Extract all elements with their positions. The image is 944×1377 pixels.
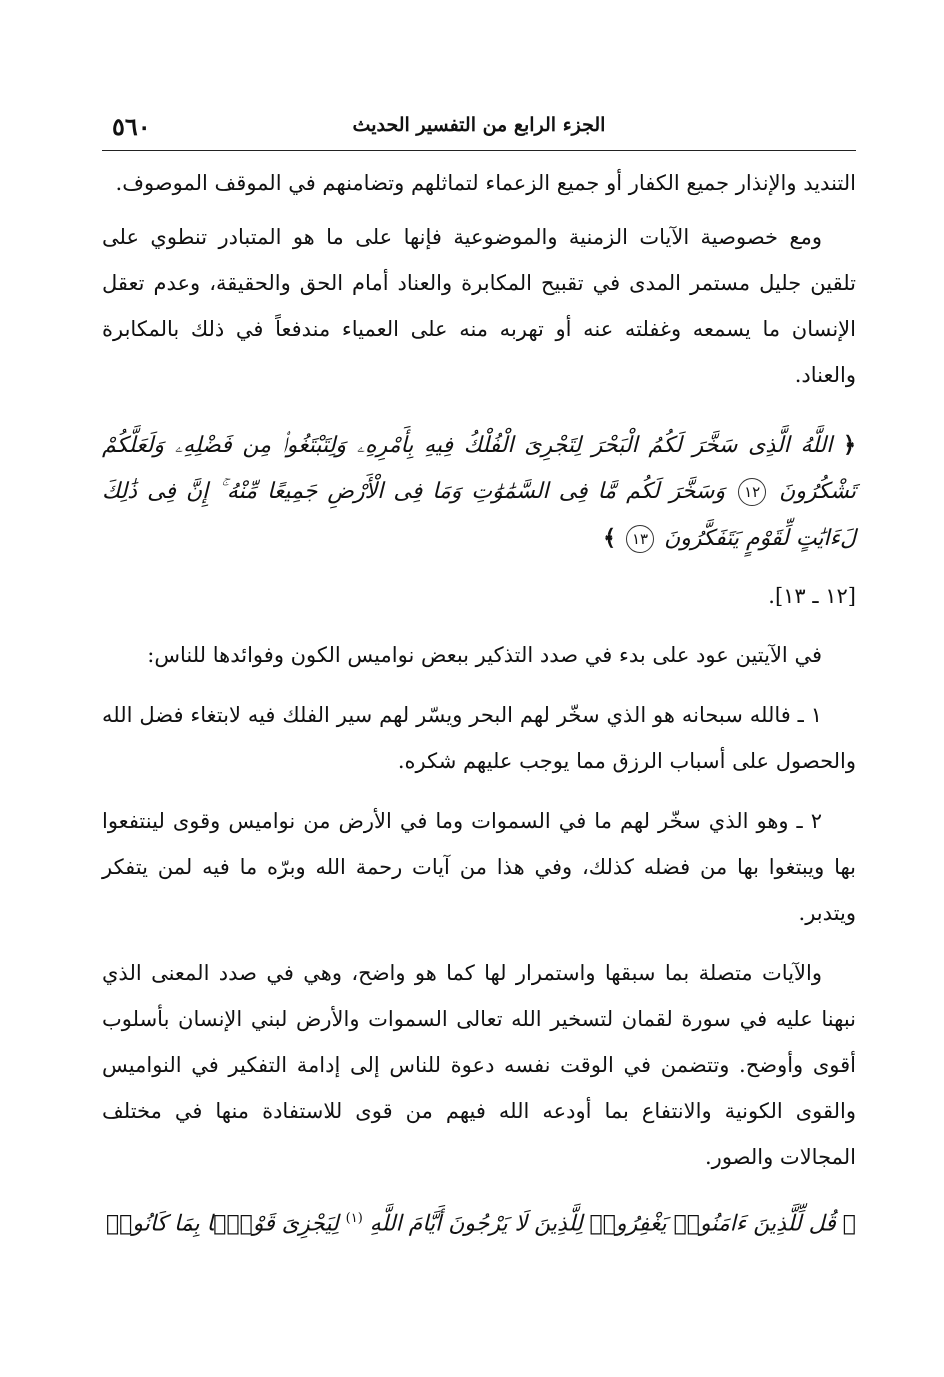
running-title: الجزء الرابع من التفسير الحديث xyxy=(352,114,606,136)
list-item: ٢ ـ وهو الذي سخّر لهم ما في السموات وما في الأرض من نواميس وقوى لينتفعوا بها ويبتغوا بها من فضله كذلك، وفي هذا من آيات رحمة الله وبرّه ما فيه لمن يتفكر ويتدبر. xyxy=(102,809,856,925)
paragraph-continued: التنديد والإنذار جميع الكفار أو جميع الزعماء لتماثلهم وتضامنهم في الموقف الموصوف. xyxy=(115,171,856,195)
verse-open-bracket: ﴿ xyxy=(843,432,856,458)
verse-text: اللَّهُ الَّذِى سَخَّرَ لَكُمُ الْبَحْرَ لِتَجْرِىَ الْفُلْكُ فِيهِ بِأَمْرِهِۦ وَلِتَبْتَغُوا۟ مِن فَضْلِهِۦ وَلَعَلَّكُمْ تَشْكُرُونَ xyxy=(102,433,856,504)
verse-text: وَسَخَّرَ لَكُم مَّا فِى السَّمَٰوَٰتِ وَمَا فِى الْأَرْضِ جَمِيعًا مِّنْهُ ۚ إِنَّ فِى ذَٰلِكَ لَءَايَٰتٍ لِّقَوْمٍ يَتَفَكَّرُونَ xyxy=(102,479,856,551)
paragraph: والآيات متصلة بما سبقها واستمرار لها كما هو واضح، وهي في صدد المعنى الذي نبهنا عليه في سورة لقمان لتسخير الله تعالى السموات والأرض لبني الإنسان بأسلوب أقوى وأوضح. وتتضمن في الوقت نفسه دعوة للناس إلى إدامة التفكير في النواميس والقوى الكونية والانتفاع بما أودعه الله فيهم من قوى للاستفادة منها في مختلف المجالات والصور. xyxy=(102,961,856,1169)
ayah-number-marker: ١٢ xyxy=(738,478,766,506)
verse-text: قُل لِّلَّذِينَ ءَامَنُوا۟ يَغْفِرُوا۟ لِلَّذِينَ لَا يَرْجُونَ أَيَّامَ اللَّهِ xyxy=(369,1211,836,1237)
paragraph: في الآيتين عود على بدء في صدد التذكير ببعض نواميس الكون وفوائدها للناس: xyxy=(147,643,822,667)
verse-open-bracket: ﴿ xyxy=(842,1211,856,1237)
ayah-number-marker: ١٣ xyxy=(626,525,654,553)
footnote-marker: (١) xyxy=(345,1211,363,1226)
page-header xyxy=(102,110,856,151)
page-number: ٥٦٠ xyxy=(112,112,151,141)
paragraph: ومع خصوصية الآيات الزمنية والموضوعية فإنها على ما هو المتبادر تنطوي على تلقين جليل مستمر المدى في تقبيح المكابرة والعناد أمام الحق والحقيقة، وعدم تعقل الإنسان ما يسمعه وغفلته عنه أو تهربه منه على العمياء مندفعاً في ذلك بالمكابرة والعناد. xyxy=(102,225,856,387)
list-item: ١ ـ فالله سبحانه هو الذي سخّر لهم البحر ويسّر لهم سير الفلك فيه لابتغاء فضل الله والحصول على أسباب الرزق مما يوجب عليهم شكره. xyxy=(102,703,856,773)
verse-reference: [١٢ ـ ١٣]. xyxy=(768,584,856,608)
quran-verse-block xyxy=(102,422,856,562)
quran-verse-block xyxy=(102,1196,856,1247)
verse-text: لِيَجْزِىَ قَوْمًۢا بِمَا كَانُوا۟ xyxy=(105,1211,339,1237)
page-body xyxy=(102,160,856,1247)
verse-close-bracket: ﴾ xyxy=(603,525,617,551)
